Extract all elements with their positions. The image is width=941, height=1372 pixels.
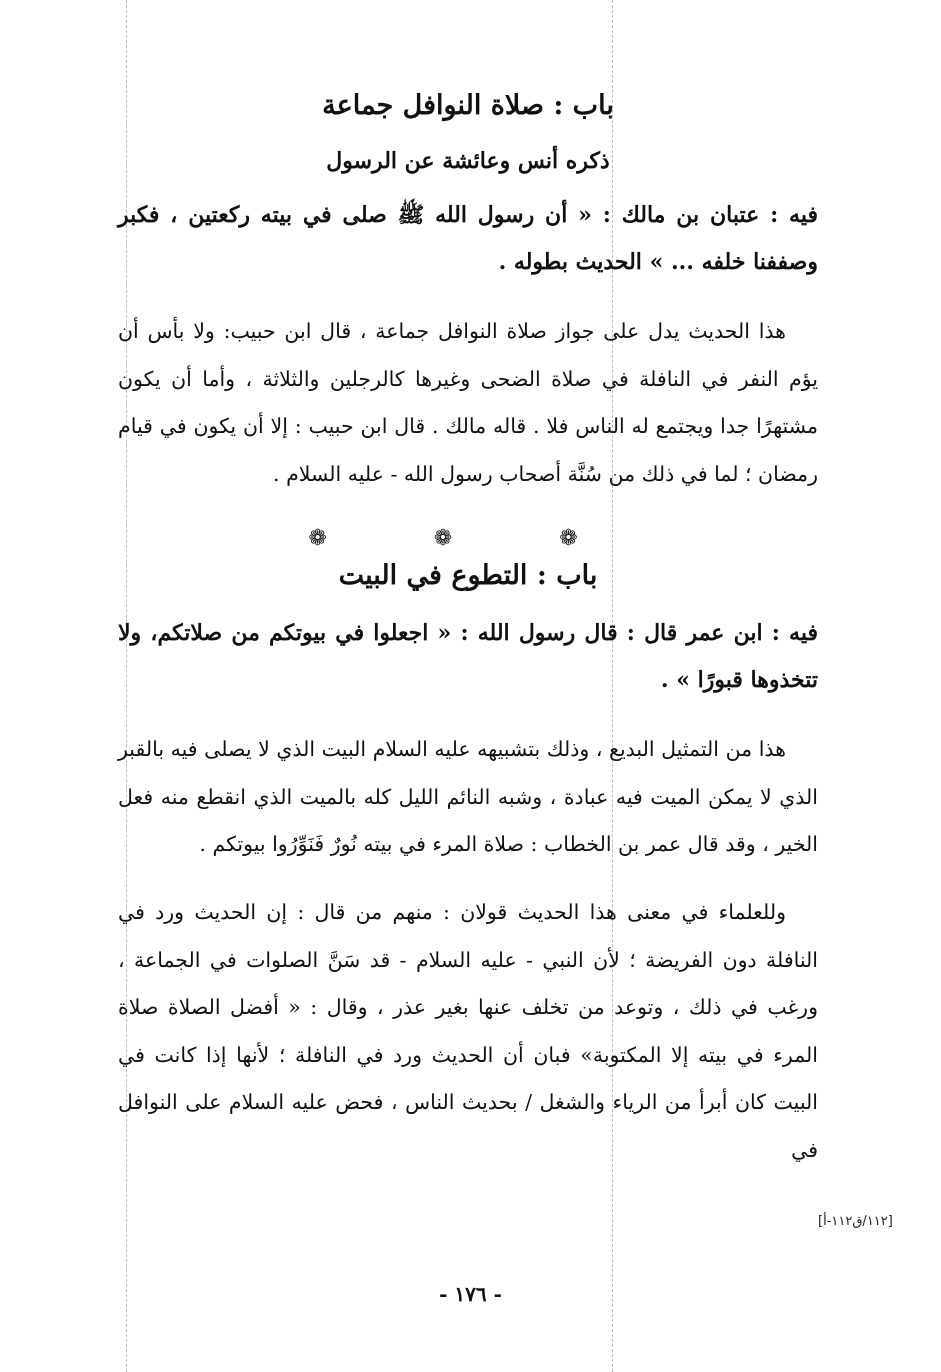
chapter-title: باب : التطوع في البيت bbox=[338, 560, 598, 591]
chapter-title: باب : صلاة النوافل جماعة bbox=[322, 90, 614, 121]
chapter-subtitle: ذكره أنس وعائشة عن الرسول bbox=[326, 148, 610, 174]
commentary-paragraph: هذا الحديث يدل على جواز صلاة النوافل جماعة ، قال ابن حبيب: ولا بأس أن يؤم النفر في النافلة في صلاة الضحى وغيرها كالرجلين والثلاثة ، وأما أن يكون مشتهرًا جدا ويجتمع له الناس فلا . قاله مالك . قال ابن حبيب : إلا أن يكون في قيام رمضان ؛ لما في ذلك من سُنَّة أصحاب رسول الله - عليه السلام . bbox=[118, 319, 818, 486]
commentary-paragraph: هذا من التمثيل البديع ، وذلك بتشبيهه عليه السلام البيت الذي لا يصلى فيه بالقبر الذي لا يمكن الميت فيه عبادة ، وشبه النائم الليل كله بالميت الذي انقطع منه فعل الخير ، وقد قال عمر بن الخطاب : صلاة المرء في بيته نُورٌ فَنَوِّرُوا بيوتكم . bbox=[118, 737, 818, 856]
hadith-text: فيه : ابن عمر قال : قال رسول الله : « اجعلوا في بيوتكم من صلاتكم، ولا تتخذوها قبورًا » . bbox=[118, 620, 818, 693]
commentary-paragraph: وللعلماء في معنى هذا الحديث قولان : منهم من قال : إن الحديث ورد في النافلة دون الفريضة ؛ لأن النبي - عليه السلام - قد سَنَّ الصلوات في الجماعة ، ورغب في ذلك ، وتوعد من تخلف عنها بغير عذر ، وقال : « أفضل الصلاة صلاة المرء في بيته إلا المكتوبة» فبان أن الحديث ورد في النافلة ؛ لأنها إذا كانت في البيت كان أبرأ من الرياء والشغل / بحديث الناس ، فحض عليه السلام على النوافل في bbox=[118, 900, 818, 1162]
page-content bbox=[118, 84, 818, 1195]
page-number: - ١٧٦ - bbox=[439, 1282, 502, 1306]
section-separator: ❁ ❁ ❁ bbox=[308, 526, 628, 551]
manuscript-folio-note: [١١٢/ق١١٢-أ] bbox=[818, 1214, 893, 1229]
hadith-text: فيه : عتبان بن مالك : « أن رسول الله ﷺ صلى في بيته ركعتين ، فكبر وصففنا خلفه ... » الحديث بطوله . bbox=[118, 202, 818, 275]
